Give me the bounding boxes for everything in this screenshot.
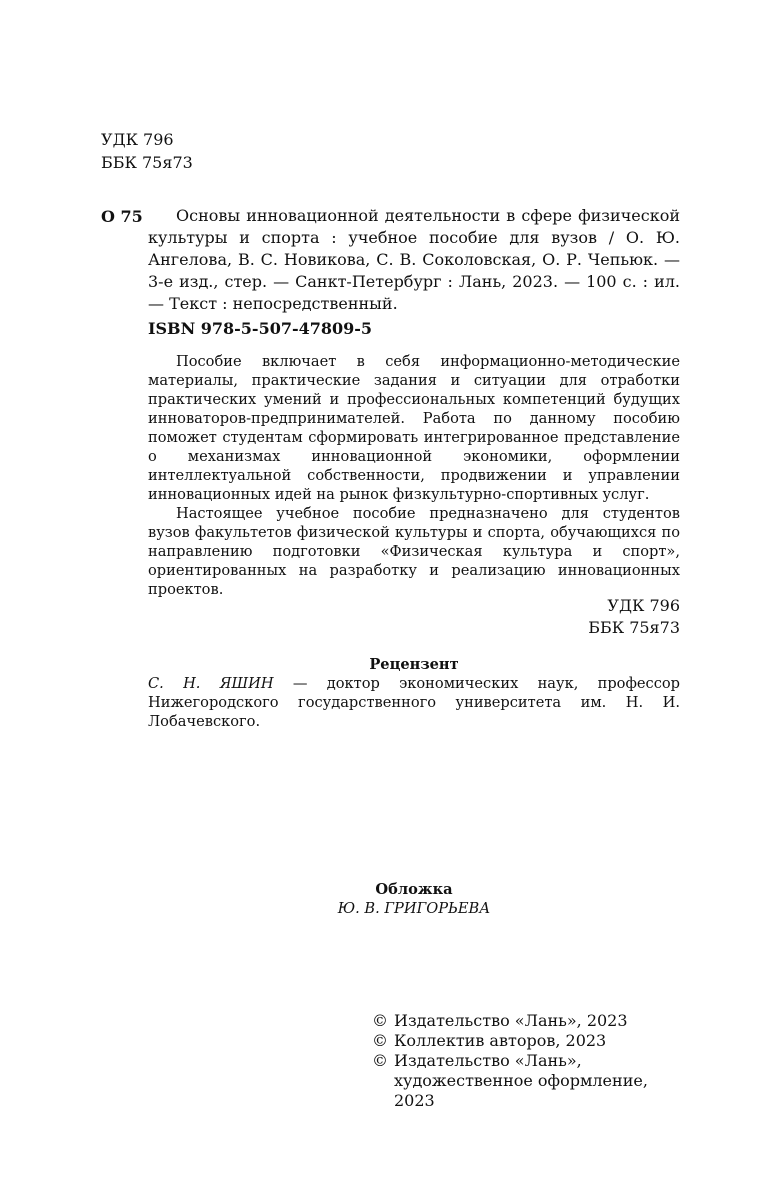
abstract xyxy=(148,352,680,599)
bibliographic-description: Основы инновационной деятельности в сфере физической культуры и спорта : учебное пособие для вузов / О. Ю. Ангелова, В. С. Новикова, С. В. Соколовская, О. Р. Чепьюк. — 3-е изд., стер. — Санкт-Петербург : Лань, 2023. — 100 с. : ил. — Текст : непосредственный. xyxy=(148,206,680,313)
copyright-block xyxy=(372,1011,692,1111)
copyright-icon: © xyxy=(372,1051,388,1070)
copyright-line xyxy=(372,1011,692,1031)
copyright-text-3-continued: художественное оформление, 2023 xyxy=(394,1071,648,1110)
copyright-icon: © xyxy=(372,1011,388,1030)
isbn: ISBN 978-5-507-47809-5 xyxy=(148,319,373,338)
reviewer-name: С. Н. ЯШИН xyxy=(148,675,274,692)
copyright-text-2: Коллектив авторов, 2023 xyxy=(394,1031,607,1050)
abstract-paragraph-2: Настоящее учебное пособие предназначено для студентов вузов факультетов физической культуры и спорта, обучающихся по направлению подготовки «Физическая культура и спорт», ориентированных на разработку и реализацию инновационных проектов. xyxy=(148,505,680,598)
copyright-text-3: Издательство «Лань», xyxy=(394,1051,582,1070)
abstract-paragraph-1: Пособие включает в себя информационно-методические материалы, практические задания и ситуации для отработки практических умений и профессиональных компетенций будущих инноваторов-предпринимателей. Работа по данному пособию поможет студентам сформировать интегрированное представление о механизмах инновационной экономики, оформлении интеллектуальной собственности, продвижении и управлении инновационных идей на рынок физкультурно-спортивных услуг. xyxy=(148,353,680,503)
cover-credit xyxy=(148,880,680,918)
udc-code: УДК 796 xyxy=(101,130,174,149)
reviewer-details: — доктор экономических наук, профессор Нижегородского государственного университета им. Н. И. Лобачевского. xyxy=(148,675,681,730)
header-classification xyxy=(101,128,193,174)
copyright-icon: © xyxy=(372,1031,388,1050)
bbk-code: ББК 75я73 xyxy=(101,153,193,172)
bbk-code-right: ББК 75я73 xyxy=(588,618,680,637)
cover-artist: Ю. В. ГРИГОРЬЕВА xyxy=(337,900,491,917)
reviewer-heading: Рецензент xyxy=(369,656,459,673)
cover-heading: Обложка xyxy=(375,881,453,898)
author-mark: О 75 xyxy=(101,207,143,226)
reviewer-text xyxy=(148,674,680,731)
copyright-line xyxy=(372,1031,692,1051)
copyright-text-1: Издательство «Лань», 2023 xyxy=(394,1011,628,1030)
copyright-line xyxy=(372,1051,692,1071)
classification-right xyxy=(520,595,680,639)
udc-code-right: УДК 796 xyxy=(607,596,680,615)
